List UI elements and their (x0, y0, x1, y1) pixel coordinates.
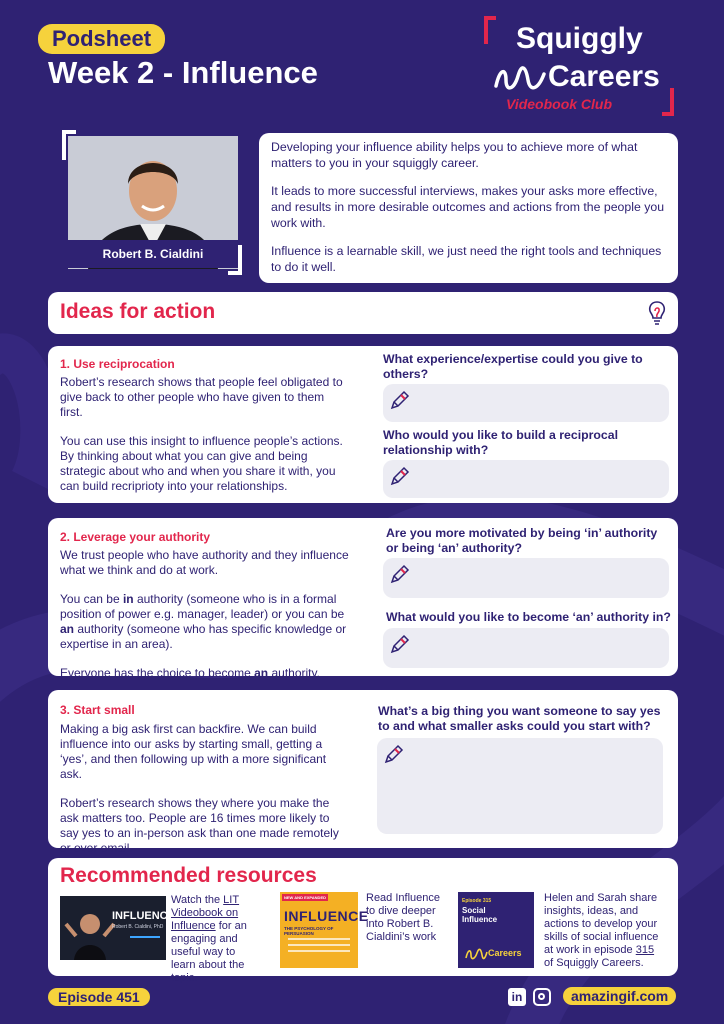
logo-bracket-top-left (484, 16, 496, 44)
action-1-body (60, 375, 350, 508)
action-1-question-2: Who would you like to build a reciprocal relationship with? (383, 428, 619, 457)
text-segment: Helen and Sarah share insights, ideas, and actions to develop your skills of social influence at work in episode (544, 892, 659, 956)
action-1-paragraph-2: You can use this insight to influence people’s actions. By thinking about what you can give and being strategic about who and when you share it with, you can build recriprioty into your relationships. (60, 434, 343, 493)
action-2-answer-2[interactable] (383, 628, 669, 668)
action-2-paragraph-2 (60, 592, 350, 652)
pencil-icon (383, 743, 405, 765)
pencil-icon (389, 633, 411, 655)
squiggle-icon (492, 66, 548, 92)
action-1-paragraph-1: Robert’s research shows that people feel obligated to give back to other people who have given to them first. (60, 375, 343, 419)
text-segment: authority. (268, 666, 320, 680)
bold-in: in (122, 592, 134, 606)
lightbulb-icon (648, 300, 666, 326)
author-name-label: Robert B. Cialdini (68, 240, 238, 268)
action-2-body (60, 548, 350, 695)
resources-panel (48, 858, 678, 984)
action-2-paragraph-3 (60, 666, 350, 681)
text-segment: of Squiggly Careers. (544, 957, 644, 969)
action-2-answer-1[interactable] (383, 558, 669, 598)
text-segment: Everyone has the choice to become (60, 666, 255, 680)
pencil-icon (389, 563, 411, 585)
podcast-episode-cover[interactable] (458, 892, 534, 968)
logo-bracket-bottom-right (662, 88, 674, 116)
squiggly-careers-logo (484, 16, 674, 116)
action-1-question-1: What experience/expertise could you give to others? (383, 352, 643, 381)
book-cover-subtitle: THE PSYCHOLOGY OF PERSUASION (284, 926, 334, 936)
text-segment: for an engaging and useful way to learn about the topic. (171, 920, 247, 984)
podcast-cover-episode: Episode 315 (462, 898, 492, 904)
text-segment: You can be (60, 592, 123, 606)
action-card-3 (48, 690, 678, 855)
linkedin-icon[interactable]: in (508, 988, 526, 1006)
podcast-cover-brand: Careers (488, 948, 522, 958)
podcast-cover-title: Social Influence (462, 906, 498, 924)
videobook-thumbnail[interactable] (60, 896, 175, 960)
action-2-question-1: Are you more motivated by being ‘in’ authority or being ‘an’ authority? (386, 526, 658, 555)
pencil-icon (389, 389, 411, 411)
bold-an: an (254, 666, 269, 680)
text-segment: Watch the (171, 894, 224, 906)
action-3-answer-1[interactable] (377, 738, 663, 834)
videobook-thumbnail-title: INFLUENCE (112, 910, 175, 922)
action-3-paragraph-2: Robert’s research shows they where you make the ask matters too. People are 16 times more likely to say yes to an in-person ask than one made remotely or over email. (60, 796, 339, 855)
action-2-question-2: What would you like to become ‘an’ authority in? (386, 610, 671, 624)
ideas-title: Ideas for action (60, 300, 216, 323)
text-segment: authority (someone who has specific knowledge or expertise in an area). (60, 622, 347, 651)
resource-2-text: Read Influence to dive deeper into Robert B. Cialdini’s work (366, 892, 440, 943)
action-2-title: 2. Leverage your authority (60, 530, 211, 544)
ideas-header (48, 292, 678, 334)
pencil-icon (389, 465, 411, 487)
logo-line-1: Squiggly (516, 22, 643, 55)
action-card-1 (48, 346, 678, 503)
book-cover-tag: NEW AND EXPANDED (284, 895, 327, 900)
page-title: Week 2 - Influence (48, 55, 318, 90)
intro-paragraph-3: Influence is a learnable skill, we just need the right tools and techniques to do it well. (271, 244, 662, 274)
videobook-thumbnail-subtitle: Robert B. Cialdini, PhD (112, 924, 164, 930)
podsheet-badge: Podsheet (38, 24, 165, 54)
action-card-2 (48, 518, 678, 680)
website-link[interactable]: amazingif.com (563, 987, 676, 1005)
intro-paragraph-1: Developing your influence ability helps you to achieve more of what matters to you in your squiggly career. (271, 140, 638, 170)
logo-line-2: Careers (548, 60, 660, 93)
book-cover-title: INFLUENCE (284, 908, 369, 924)
resource-1-text (171, 894, 261, 985)
episode-badge: Episode 451 (48, 988, 150, 1006)
videobook-link[interactable]: LIT Videobook on Influence (171, 894, 240, 932)
resources-title: Recommended resources (60, 864, 317, 887)
intro-panel (259, 133, 678, 283)
instagram-icon[interactable] (533, 988, 551, 1006)
squiggle-icon (464, 948, 488, 960)
action-3-title: 3. Start small (60, 703, 135, 717)
bold-an: an (60, 622, 75, 636)
action-1-title: 1. Use reciprocation (60, 357, 175, 371)
action-3-body (60, 722, 350, 870)
book-cover-line (288, 938, 350, 940)
book-cover-line (288, 944, 350, 946)
influence-book-cover[interactable] (280, 892, 369, 968)
episode-315-link[interactable]: 315 (635, 944, 655, 956)
intro-paragraph-2: It leads to more successful interviews, makes your asks more effective, and results in more desirable outcomes and actions from the people you work with. (271, 184, 665, 230)
action-1-answer-1[interactable] (383, 384, 669, 422)
action-2-paragraph-1: We trust people who have authority and they influence what we think and do at work. (60, 548, 349, 577)
logo-line-3: Videobook Club (506, 96, 613, 112)
action-3-paragraph-1: Making a big ask first can backfire. We can build influence into our asks by starting small, getting a ‘yes’, and then following up with a more significant ask. (60, 722, 327, 781)
text-segment: authority (someone who is in a formal position of power e.g. manager, leader) or you can be (60, 592, 345, 621)
resource-3-text (544, 892, 662, 970)
action-1-answer-2[interactable] (383, 460, 669, 498)
action-3-question-1: What’s a big thing you want someone to say yes to and what smaller asks could you start with? (378, 704, 661, 733)
book-cover-line (288, 950, 350, 952)
